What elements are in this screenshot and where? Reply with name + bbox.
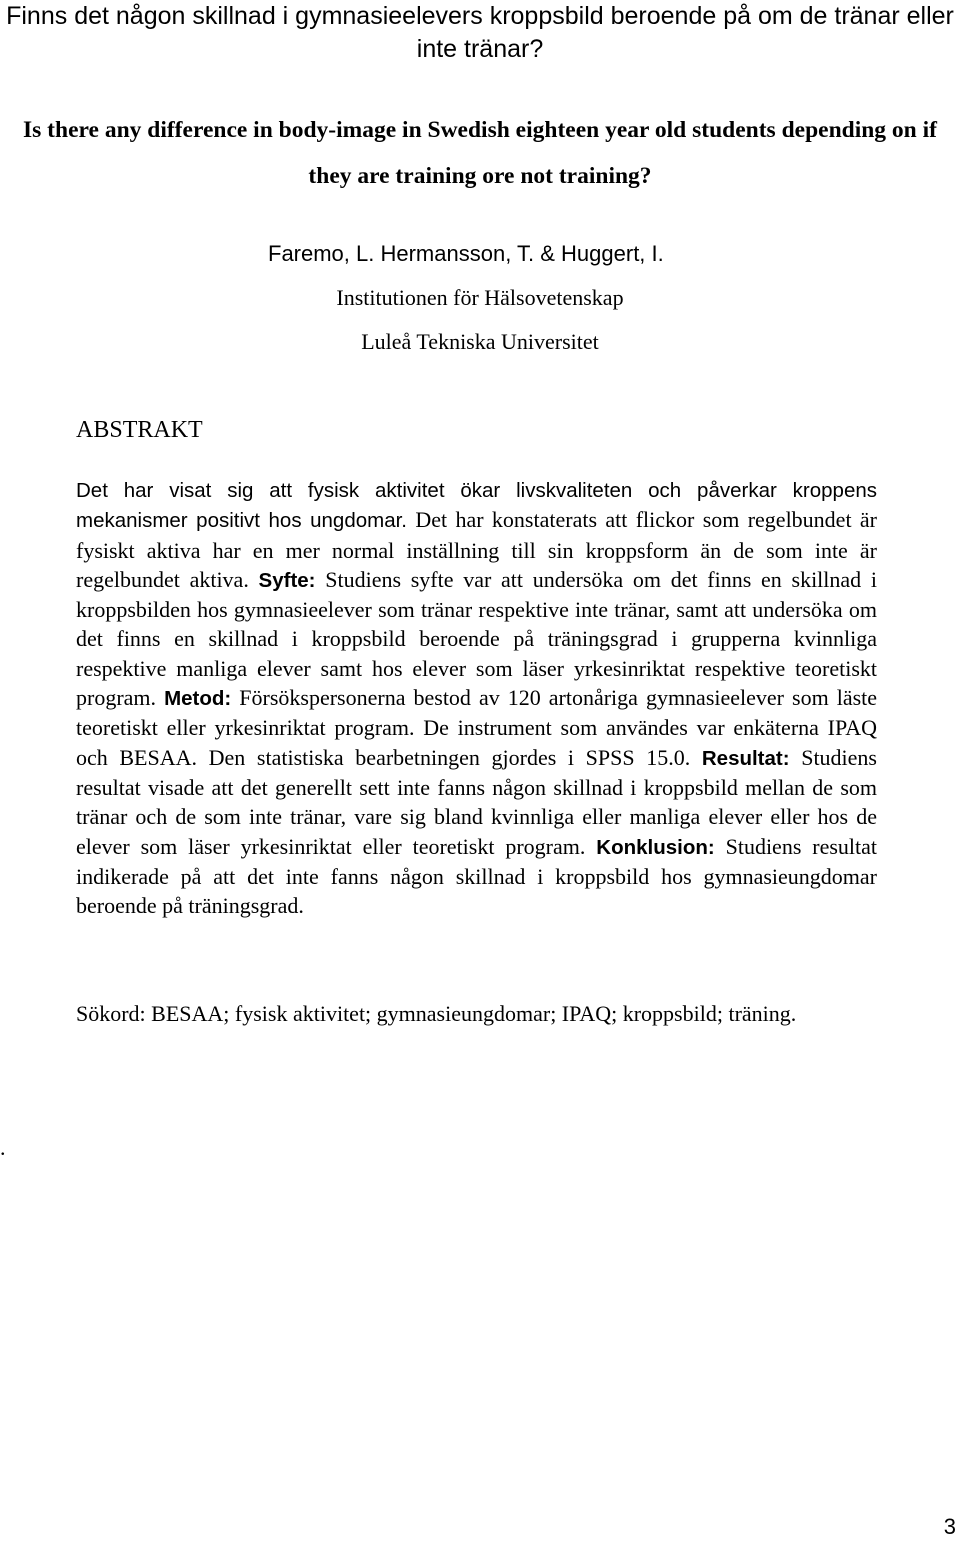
title-swedish: Finns det någon skillnad i gymnasieelevers kroppsbild beroende på om de tränar eller inte tränar?: [6, 2, 954, 63]
metod-text: Försökspersonerna bestod av 120 artonåriga gymnasieelever som läste teoretiskt eller yrkesinriktat program. De instrument som användes var enkäterna IPAQ och BESAA. Den statistiska bearbetningen gjordes i SPSS 15.0.: [76, 685, 878, 770]
syfte-text: Studiens syfte var att undersöka om det finns en skillnad i kroppsbilden hos gymnasieelever som tränar respektive inte tränar, samt att undersöka om det finns en skillnad i kroppsbild beroende på träningsgrad i grupperna kvinnliga respektive manliga elever samt hos elever som läser yrkesinriktat respektive teoretiskt program.: [76, 566, 877, 711]
syfte-label: Syfte:: [258, 568, 316, 592]
keywords: Sökord: BESAA; fysisk aktivitet; gymnasieungdomar; IPAQ; kroppsbild; träning.: [76, 1001, 797, 1026]
affiliation-university: Luleå Tekniska Universitet: [361, 329, 599, 354]
konklusion-label: Konklusion:: [596, 835, 715, 859]
page-number: 3: [943, 1514, 956, 1539]
authors: Faremo, L. Hermansson, T. & Huggert, I.: [268, 241, 664, 266]
abstract-intro: Det har visat sig att fysisk aktivitet ökar livskvaliteten och påverkar kroppens mekanismer positivt hos ungdomar.: [76, 479, 877, 533]
metod-label: Metod:: [164, 687, 232, 711]
resultat-label: Resultat:: [701, 746, 790, 770]
stray-mark: .: [0, 1135, 6, 1160]
abstract-heading: ABSTRAKT: [76, 417, 203, 443]
affiliation-department: Institutionen för Hälsovetenskap: [336, 285, 624, 310]
abstract-intro-continued: Det har konstaterats att flickor som regelbundet är fysiskt aktiva har en mer normal inställning till sin kroppsform än de som inte är regelbundet aktiva.: [76, 507, 877, 592]
abstract-body: [76, 475, 877, 920]
resultat-text: Studiens resultat visade att det generellt sett inte fanns någon skillnad i kroppsbild mellan de som tränar och de som inte tränar, vare sig bland kvinnliga eller manliga elever eller hos de elever som läser yrkesinriktat eller teoretiskt program.: [76, 744, 877, 859]
title-english: Is there any difference in body-image in Swedish eighteen year old students depending on if they are training ore not training?: [23, 117, 937, 189]
konklusion-text: Studiens resultat indikerade på att det inte fanns någon skillnad i kroppsbild hos gymnasieungdomar beroende på träningsgrad.: [76, 833, 878, 919]
